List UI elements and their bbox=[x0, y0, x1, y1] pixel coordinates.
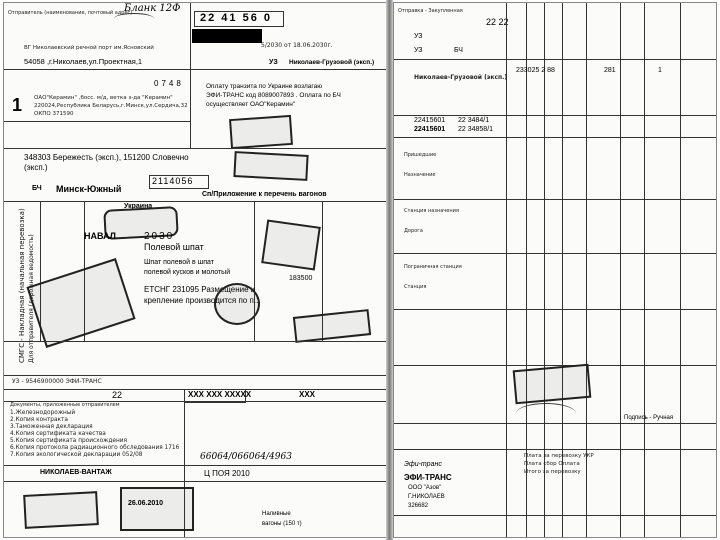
rule bbox=[394, 199, 716, 200]
road-code: БЧ bbox=[454, 47, 463, 54]
wagon-number: 22415601 bbox=[414, 126, 446, 133]
signature-label: Подпись - Ручная bbox=[624, 415, 674, 421]
code-xxx: XXX bbox=[299, 390, 316, 399]
row-label: Станция bbox=[404, 284, 427, 290]
handwriting bbox=[516, 403, 576, 424]
doc-item: 2.Копия контракта bbox=[10, 417, 68, 423]
country: Украина bbox=[124, 203, 153, 210]
payer-note-line: ЭФИ-ТРАНС код 8089007893 . Оплата по БЧ bbox=[206, 92, 341, 99]
code: 326682 bbox=[408, 503, 429, 509]
statement-number: 5/2030 от 18.06.2030г. bbox=[261, 42, 333, 49]
code-xxx: XXX XXX XXXXX bbox=[188, 390, 252, 399]
row-values: 233025 2 88 bbox=[516, 67, 555, 74]
rule bbox=[394, 59, 716, 60]
rule bbox=[4, 69, 387, 70]
wagon-number: 22 3484/1 bbox=[458, 117, 490, 124]
payer-note-line: Оплату транзита по Украине возлагаю bbox=[206, 83, 323, 90]
payer-note-line: осуществляет ОАО"Керамин" bbox=[206, 101, 296, 108]
waybill-right-sheet bbox=[393, 2, 717, 538]
row-label: Пограничная станция bbox=[404, 264, 462, 270]
rule bbox=[394, 449, 716, 450]
doc-item: 6.Копия протокола радиационного обследования 1716 bbox=[10, 445, 180, 451]
rule bbox=[4, 341, 387, 342]
signatory: НИКОЛАЕВ-ВАНТАЖ bbox=[40, 469, 112, 476]
rule bbox=[4, 201, 387, 202]
rule bbox=[506, 3, 507, 537]
header-code: 22 22 bbox=[486, 17, 509, 27]
rule bbox=[394, 515, 716, 516]
cargo-desc: крепление производится по п.1 bbox=[144, 296, 261, 305]
payment-label: Плата сбор Оплата bbox=[524, 461, 580, 467]
rule bbox=[4, 121, 190, 122]
weight: 183500 bbox=[289, 275, 313, 282]
station-code: 2114056 bbox=[152, 176, 194, 186]
row-label: Назначение bbox=[404, 172, 436, 178]
station-note: Николаев-Грузовой (эксп.) bbox=[414, 74, 508, 81]
transit-stamp bbox=[513, 364, 592, 404]
waybill-left-sheet bbox=[3, 2, 388, 538]
rule bbox=[4, 148, 387, 149]
cargo-desc: полевой кусков и молотый bbox=[144, 269, 231, 276]
dest-station: Николаев-Грузовой (эксп.) bbox=[289, 59, 375, 66]
wagon-stamp bbox=[261, 219, 321, 270]
handwritten-number: 66064/066064/4963 bbox=[200, 452, 292, 462]
doc-item: 3.Таможенная декларация bbox=[10, 424, 93, 430]
side-form-subtitle: Для отправителя (дорожная ведомость) bbox=[28, 234, 35, 363]
doc-item: 7.Копия экологической декларации 052/08 bbox=[10, 452, 143, 458]
payment-label: Итого за перевозку bbox=[524, 469, 581, 475]
station-stamp bbox=[229, 115, 293, 149]
company: ООО "Азов" bbox=[408, 485, 442, 491]
date-stamp: Ц ПОЯ 2010 bbox=[204, 469, 250, 478]
sender-name: ВГ Николаевский речной порт им.Ясновский bbox=[24, 45, 154, 51]
forwarder: Эфи-транс bbox=[404, 461, 442, 468]
side-form-title: СМГС - Накладная (начальная перевозка) bbox=[18, 208, 26, 363]
consignee-okpo: ОКПО 371590 bbox=[34, 111, 74, 117]
rule bbox=[4, 481, 387, 482]
wagon-number: 22415601 bbox=[414, 117, 446, 124]
rule bbox=[4, 375, 387, 376]
doc-item: 5.Копия сертификата происхождения bbox=[10, 438, 127, 444]
rule bbox=[190, 3, 191, 148]
doc-item: 4.Копия сертификата качества bbox=[10, 431, 106, 437]
sender-address: 54058 ,г.Николаев,ул.Проектная,1 bbox=[24, 57, 143, 66]
carrier-row: УЗ - 9546900000 ЭФИ-ТРАНС bbox=[12, 378, 102, 385]
bottom-note: Наливные bbox=[262, 511, 291, 517]
sender-stamp bbox=[23, 491, 99, 529]
rule bbox=[254, 201, 255, 341]
doc-item: 1.Железнодорожный bbox=[10, 410, 76, 416]
bottom-note: вагоны (150 т) bbox=[262, 521, 302, 527]
rule bbox=[394, 309, 716, 310]
rule bbox=[644, 3, 645, 537]
dest-road-code: УЗ bbox=[269, 59, 278, 66]
row-label: Станция назначения bbox=[404, 208, 459, 214]
sender-label: Отправитель (наименование, почтовый адрес) bbox=[8, 10, 133, 16]
cargo-desc: Полевой шпат bbox=[144, 242, 204, 252]
dest-station-name: Минск-Южный bbox=[56, 184, 122, 194]
row-value: 281 bbox=[604, 67, 616, 74]
rule bbox=[620, 3, 621, 537]
round-seal bbox=[214, 283, 260, 325]
rule bbox=[394, 115, 716, 116]
border-stations: 348303 Бережесть (эксп.), 151200 Словечно bbox=[24, 153, 189, 162]
cargo-code: 2030 bbox=[144, 231, 175, 242]
loading-type: НАВАЛ bbox=[84, 231, 116, 241]
row-label: Пришедшие bbox=[404, 152, 437, 158]
dispatch-label: Отправка - Закупленная bbox=[398, 8, 463, 14]
station-stamp bbox=[293, 309, 371, 343]
road-code: УЗ bbox=[414, 33, 423, 40]
rule bbox=[680, 3, 681, 537]
wagon-number: 22 34858/1 bbox=[458, 126, 494, 133]
consignee-code: 0748 bbox=[154, 79, 184, 88]
handwritten-form-title: Бланк 12Ф bbox=[124, 3, 181, 14]
row-value: 1 bbox=[658, 67, 662, 74]
cargo-desc: Шпат полевой в шпат bbox=[144, 259, 215, 266]
rule bbox=[394, 423, 716, 424]
forwarder: ЭФИ-ТРАНС bbox=[404, 473, 452, 482]
section-number: 1 bbox=[12, 95, 23, 115]
page-fold bbox=[386, 0, 393, 540]
city: Г.НИКОЛАЕВ bbox=[408, 494, 445, 500]
docs-title: Документы, приложенные отправителем bbox=[10, 402, 120, 408]
stamp-date: 26.06.2010 bbox=[128, 500, 164, 507]
bottom-stamp bbox=[120, 487, 194, 531]
row-number: 22 bbox=[112, 390, 123, 400]
sheet-number: 22 41 56 0 bbox=[200, 12, 272, 24]
cargo-desc: ЕТСНГ 231095 Размещение и bbox=[144, 285, 256, 294]
consignee-address: 220024,Республика Беларусь,г.Минск,ул.Сердича,32 bbox=[34, 103, 188, 109]
rule bbox=[394, 253, 716, 254]
rule bbox=[394, 137, 716, 138]
wagon-list-label: Сп/Приложение к перечень вагонов bbox=[202, 191, 327, 198]
large-stamp bbox=[26, 258, 135, 348]
consignee: ОАО"Керамин" ,босс. м/д, ветка з-да "Керамин" bbox=[34, 95, 173, 101]
row-label: Дорога bbox=[404, 228, 423, 234]
redaction bbox=[192, 29, 262, 43]
border-stamp bbox=[233, 151, 308, 181]
rule bbox=[4, 465, 387, 466]
border-stations: (эксп.) bbox=[24, 163, 48, 172]
dest-road: БЧ bbox=[32, 185, 42, 192]
payment-label: Плата за перевозку УКР bbox=[524, 453, 594, 459]
road-code: УЗ bbox=[414, 47, 423, 54]
